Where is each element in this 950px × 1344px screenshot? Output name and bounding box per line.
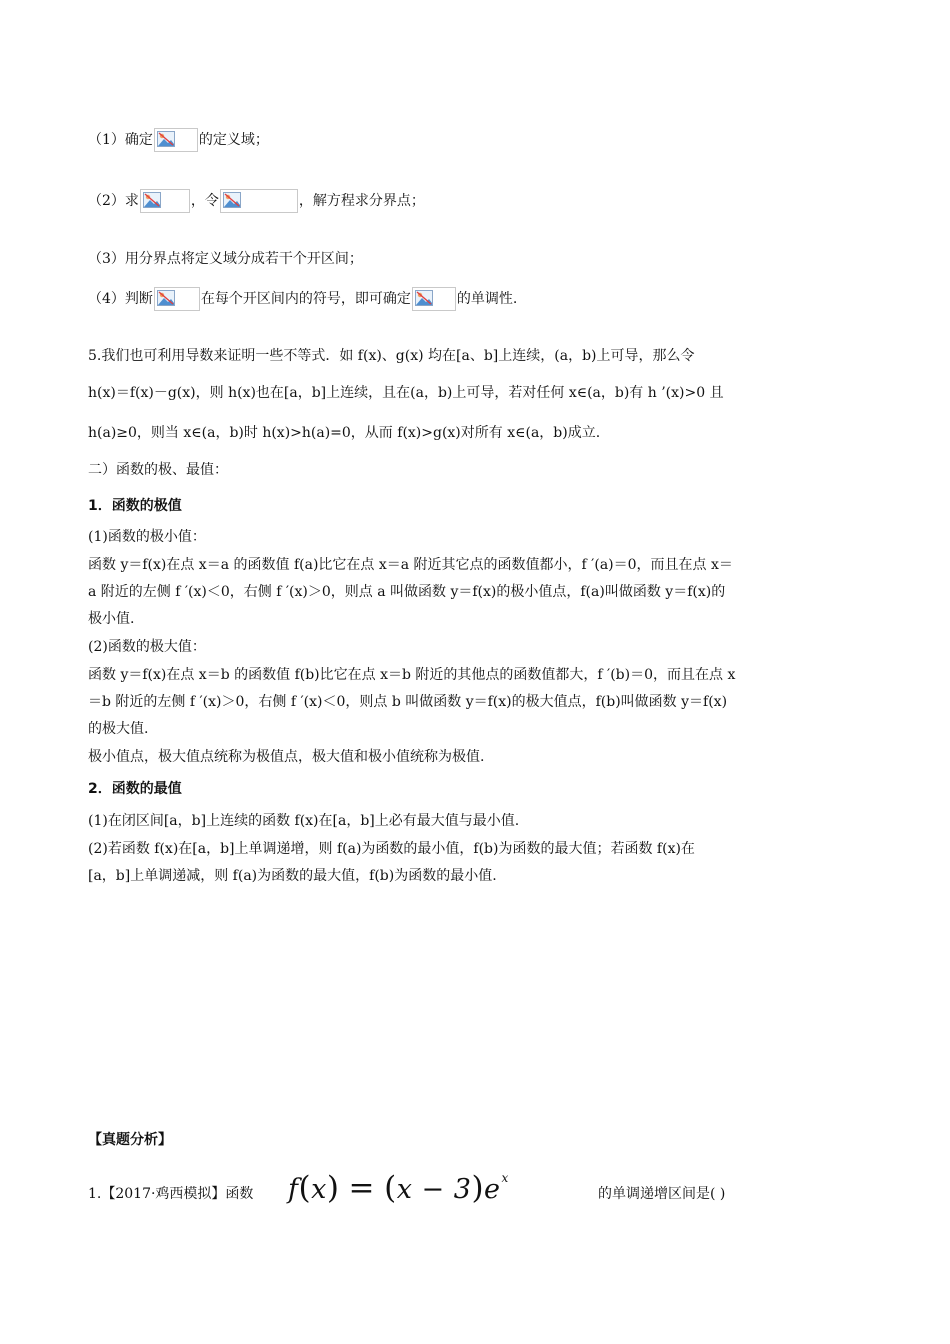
broken-image-icon [157,290,175,306]
step-4-text-mid: 在每个开区间内的符号，即可确定 [200,291,411,307]
min-title: (1)函数的极小值： [88,529,206,545]
step-2-text-mid: ，令 [190,193,219,209]
subsection-1-heading: 1．函数的极值 [88,498,182,514]
broken-image-icon [415,290,433,306]
maxmin-line-3: [a，b]上单调递减，则 f(a)为函数的最大值，f(b)为函数的最小值. [88,868,497,884]
step-1 [88,128,269,152]
question-1-text-end: 的单调递增区间是( ) [598,1186,726,1202]
formula-image-placeholder [154,128,198,152]
para5-line-2: h(x)＝f(x)－g(x)，则 h(x)也在[a，b]上连续，且在(a，b)上可导，若对任何 x∈(a，b)有 h ’(x)>0 且 [88,385,724,401]
subsection-2-heading: 2．函数的最值 [88,781,182,797]
broken-image-icon [143,192,161,208]
section-heading: 二）函数的极、最值： [88,462,228,478]
exam-heading: 【真题分析】 [88,1132,172,1148]
formula-image-placeholder [140,189,190,213]
step-2 [88,189,425,213]
para5-line-1: 5.我们也可利用导数来证明一些不等式．如 f(x)、g(x) 均在[a、b]上连续，(a，b)上可导，那么令 [88,348,695,364]
min-line-2: a 附近的左侧 f ′(x)＜0，右侧 f ′(x)＞0，则点 a 叫做函数 y＝f(x)的极小值点，f(a)叫做函数 y＝f(x)的 [88,584,726,600]
broken-image-icon [223,192,241,208]
maxmin-line-2: (2)若函数 f(x)在[a，b]上单调递增，则 f(a)为函数的最小值，f(b)为函数的最大值；若函数 f(x)在 [88,841,695,857]
step-3: （3）用分界点将定义域分成若干个开区间； [88,251,363,267]
max-title: (2)函数的极大值： [88,639,206,655]
max-line-2: ＝b 附近的左侧 f ′(x)＞0，右侧 f ′(x)＜0，则点 b 叫做函数 y＝f(x)的极大值点，f(b)叫做函数 y＝f(x) [88,694,728,710]
step-1-text: （1）确定 [88,132,153,148]
question-1-text: 1.【2017·鸡西模拟】函数 [88,1186,254,1202]
max-line-3: 的极大值. [88,721,149,737]
para5-line-3: h(a)≥0，则当 x∈(a，b)时 h(x)>h(a)=0，从而 f(x)>g(x)对所有 x∈(a，b)成立. [88,425,601,441]
step-4-text: （4）判断 [88,291,153,307]
maxmin-line-1: (1)在闭区间[a，b]上连续的函数 f(x)在[a，b]上必有最大值与最小值. [88,813,520,829]
step-4 [88,287,517,311]
broken-image-icon [157,131,175,147]
max-line-1: 函数 y＝f(x)在点 x＝b 的函数值 f(b)比它在点 x＝b 附近的其他点的函数值都大，f ′(b)＝0，而且在点 x [88,667,736,683]
formula-image-placeholder [220,189,298,213]
min-line-3: 极小值. [88,611,135,627]
step-1-text-end: 的定义域； [198,132,269,148]
question-1-formula: $f(x) = (x - 3)e^x$ [288,1170,509,1206]
step-2-text-end: ，解方程求分界点； [298,193,425,209]
step-4-text-end: 的单调性. [456,291,518,307]
min-line-1: 函数 y＝f(x)在点 x＝a 的函数值 f(a)比它在点 x＝a 附近其它点的函数值都小，f ′(a)＝0，而且在点 x＝ [88,557,733,573]
formula-image-placeholder [412,287,456,311]
step-2-text: （2）求 [88,193,139,209]
extrema-summary: 极小值点，极大值点统称为极值点，极大值和极小值统称为极值. [88,749,485,765]
formula-image-placeholder [154,287,200,311]
